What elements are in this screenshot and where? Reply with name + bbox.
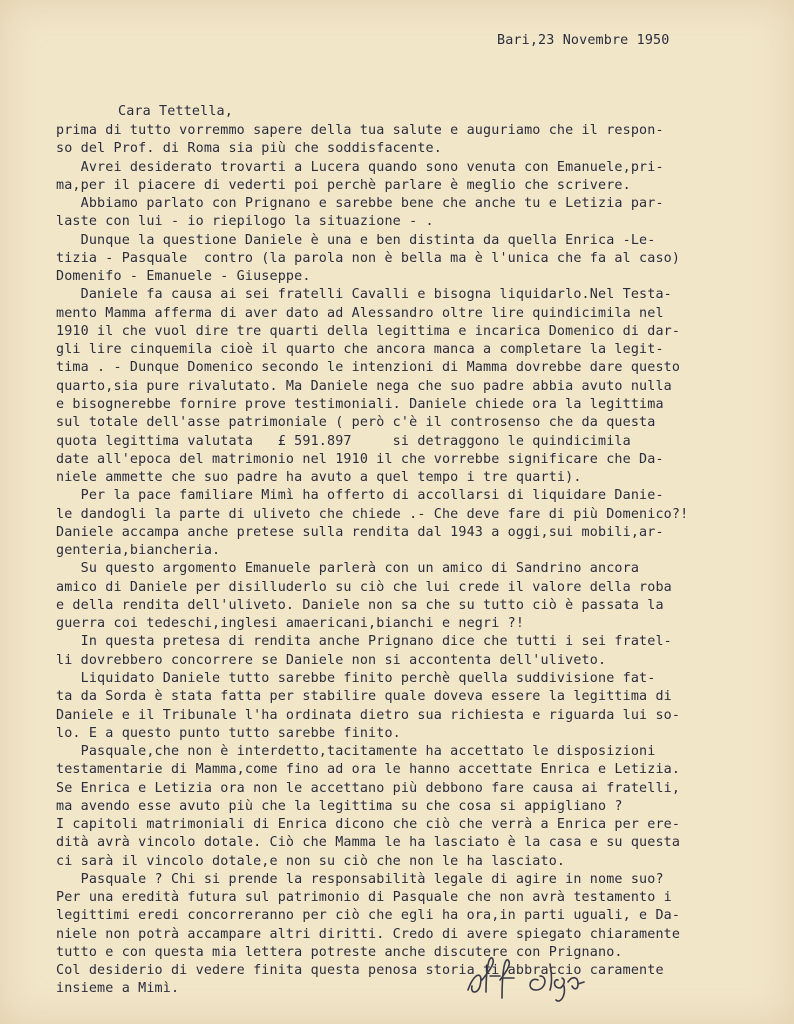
letter-line: Avrei desiderato trovarti a Lucera quando sono venuta con Emanuele,pri-: [56, 159, 664, 175]
letter-line: 1910 il che vuol dire tre quarti della legittima e incarica Domenico di dar-: [56, 323, 681, 339]
letter-line: tima . - Dunque Domenico secondo le intenzioni di Mamma dovrebbe dare questo: [56, 360, 681, 376]
letter-line: Per la pace familiare Mimì ha offerto di accollarsi di liquidare Danie-: [56, 488, 664, 504]
letter-line: Daniele e il Tribunale l'ha ordinata dietro sua richiesta e riguarda lui so-: [56, 707, 681, 723]
letter-line: quarto,sia pure rivalutato. Ma Daniele nega che suo padre abbia avuto nulla: [56, 378, 672, 394]
letter-line: gli lire cinquemila cioè il quarto che ancora manca a completare la legit-: [56, 342, 664, 358]
letter-line: Col desiderio di vedere finita questa penosa storia ti abbraccio caramente: [56, 963, 664, 979]
letter-line: Daniele accampa anche pretese sulla rendita dal 1943 a oggi,sui mobili,ar-: [56, 524, 664, 540]
letter-line: ma avendo esse avuto più che la legittima su che cosa si appigliano ?: [56, 798, 623, 814]
letter-line: amico di Daniele per disilluderlo su ciò che lui crede il valore della roba: [56, 579, 672, 595]
letter-line: date all'epoca del matrimonio nel 1910 il che vorrebbe significare che Da-: [56, 451, 664, 467]
letter-line: Dunque la questione Daniele è una e ben distinta da quella Enrica -Le-: [56, 232, 656, 248]
letter-line: e bisognerebbe fornire prove testimoniali. Daniele chiede ora la legittima: [56, 396, 664, 412]
signature-scrawl: [460, 950, 600, 1010]
letter-line: mento Mamma afferma di aver dato ad Alessandro oltre lire quindicimila nel: [56, 305, 664, 321]
letter-line: lo. E a questo punto tutto sarebbe finito.: [56, 725, 401, 741]
letter-line: Su questo argomento Emanuele parlerà con un amico di Sandrino ancora: [56, 561, 640, 577]
letter-line: le dandogli la parte di uliveto che chiede .- Che deve fare di più Domenico?!: [56, 506, 689, 522]
letter-line: li dovrebbero concorrere se Daniele non si accontenta dell'uliveto.: [56, 652, 607, 668]
letter-line: Abbiamo parlato con Prignano e sarebbe bene che anche tu e Letizia par-: [56, 196, 664, 212]
letter-line: ci sarà il vincolo dotale,e non su ciò che non le ha lasciato.: [56, 853, 566, 869]
letter-line: e della rendita dell'uliveto. Daniele non sa che su tutto ciò è passata la: [56, 597, 664, 613]
letter-line: dità avrà vincolo dotale. Ciò che Mamma le ha lasciato è la casa e su questa: [56, 835, 681, 851]
letter-line: Domenifo - Emanuele - Giuseppe.: [56, 269, 311, 285]
letter-line: genteria,biancheria.: [56, 543, 221, 559]
letter-line: Per una eredità futura sul patrimonio di Pasquale che non avrà testamento i: [56, 890, 672, 906]
letter-body: [56, 122, 688, 999]
letter-line: Daniele fa causa ai sei fratelli Cavalli e bisogna liquidarlo.Nel Testa-: [56, 287, 672, 303]
letter-line: insieme a Mimì.: [56, 981, 180, 997]
letter-line: I capitoli matrimoniali di Enrica dicono che ciò che verrà a Enrica per ere-: [56, 817, 681, 833]
letter-line: niele ammette che suo padre ha avuto a quel tempo i tre quarti).: [56, 470, 582, 486]
letter-line: quota legittima valutata £ 591.897 si detraggono le quindicimila: [56, 433, 631, 449]
letter-line: Liquidato Daniele tutto sarebbe finito perchè quella suddivisione fat-: [56, 670, 656, 686]
letter-line: In questa pretesa di rendita anche Prignano dice che tutti i sei fratel-: [56, 634, 672, 650]
letter-line: ma,per il piacere di vederti poi perchè parlare è meglio che scrivere.: [56, 177, 631, 193]
letter-line: tutto e con questa mia lettera potreste anche discutere con Prignano.: [56, 944, 623, 960]
letter-line: Pasquale ? Chi si prende la responsabilità legale di agire in nome suo?: [56, 871, 664, 887]
letter-line: testamentarie di Mamma,come fino ad ora le hanno accettate Enrica e Letizia.: [56, 762, 681, 778]
letter-line: tizia - Pasquale contro (la parola non è bella ma è l'unica che fa al caso): [56, 250, 681, 266]
letter-date: Bari,23 Novembre 1950: [497, 33, 670, 48]
letter-line: prima di tutto vorremmo sapere della tua salute e auguriamo che il respon-: [56, 123, 664, 138]
letter-line: niele non potrà accampare altri diritti. Credo di avere spiegato chiaramente: [56, 926, 681, 942]
letter-line: ta da Sorda è stata fatta per stabilire quale doveva essere la legittima di: [56, 689, 672, 705]
handwritten-signature: [460, 950, 600, 1010]
letter-line: legittimi eredi concorreranno per ciò che egli ha ora,in parti uguali, e Da-: [56, 908, 681, 924]
letter-greeting: Cara Tettella,: [118, 104, 233, 119]
letter-line: Pasquale,che non è interdetto,tacitamente ha accettato le disposizioni: [56, 744, 656, 760]
letter-line: laste con lui - io riepilogo la situazione - .: [56, 214, 434, 230]
letter-line: sul totale dell'asse patrimoniale ( però c'è il controsenso che da questa: [56, 415, 656, 431]
letter-line: so del Prof. di Roma sia più che soddisfacente.: [56, 141, 442, 157]
letter-line: guerra coi tedeschi,inglesi amaericani,bianchi e negri ?!: [56, 616, 525, 632]
letter-line: Se Enrica e Letizia ora non le accettano più debbono fare causa ai fratelli,: [56, 780, 681, 796]
